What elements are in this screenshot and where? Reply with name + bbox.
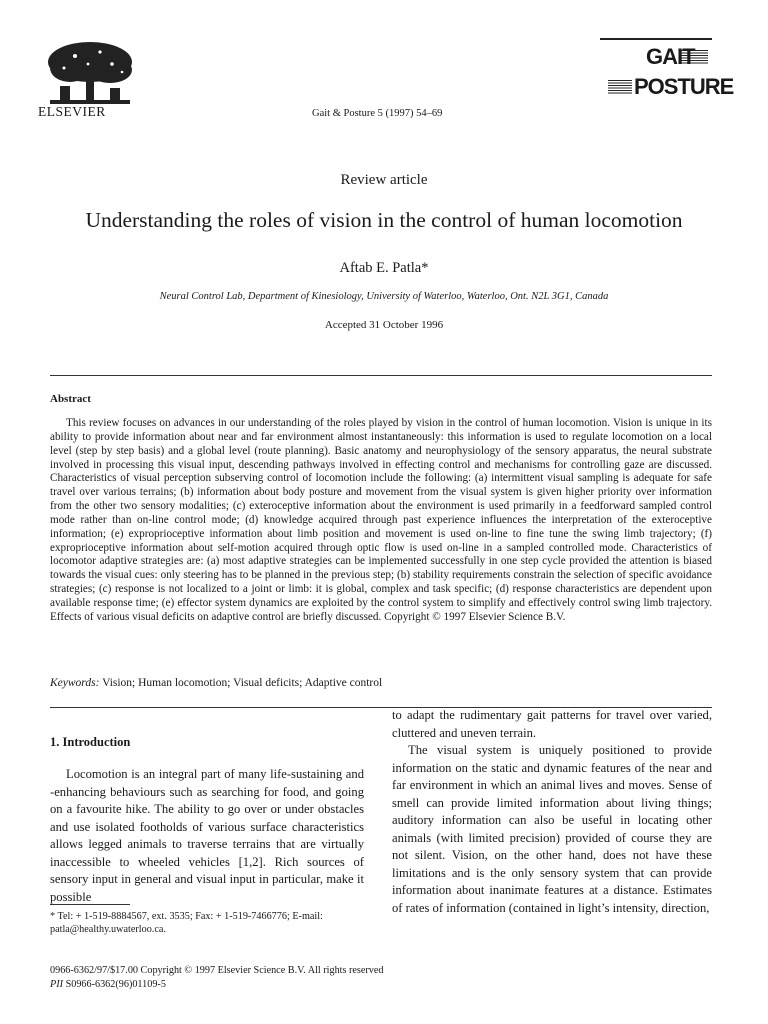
pii-label: PII: [50, 979, 64, 990]
keywords-list: Vision; Human locomotion; Visual deficits; Adaptive control: [102, 677, 383, 689]
body-paragraph: The visual system is uniquely positioned to provide information on the static and dynamic features of the near and far environment in which an animal lives and moves. Sense of smell can provide limited information about living things; auditory information can also be useful in locating other animals (with limited precision) provided of course they are not silent. Vision, on the other hand, does not have these limitations and is the only sensory system that can provide information about inanimate features at a distance. Estimates of rates of information (contained in light’s intensity, direction,: [392, 743, 712, 915]
journal-logo-rule: [600, 38, 712, 40]
pii-line: [50, 979, 166, 990]
keywords-label: Keywords:: [50, 677, 100, 689]
copyright-line: 0966-6362/97/$17.00 Copyright © 1997 Elsevier Science B.V. All rights reserved: [50, 965, 384, 976]
journal-logo: [600, 38, 734, 126]
footnote-rule: [50, 904, 130, 905]
journal-logo-posture: POSTURE: [634, 74, 734, 99]
keywords: [50, 677, 382, 689]
journal-logo-gait: GAIT: [646, 44, 695, 69]
divider: [50, 375, 712, 376]
left-column: [50, 735, 364, 906]
section-heading: 1. Introduction: [50, 735, 131, 749]
article-title: Understanding the roles of vision in the control of human locomotion: [85, 208, 683, 232]
abstract-text: This review focuses on advances in our understanding of the roles played by vision in the control of human locomotion. Vision is unique in its ability to provide information about near and far environment almost instantaneously: this information is used to regulate locomotion on a local level (step by step basis) and a global level (route planning). Basic anatomy and neurophysiology of the sensory apparatus, the neural substrate involved in processing this visual input, descending pathways involved in effecting control and mechanisms for controlling gaze are discussed. Characteristics of visual perception subserving control of locomotion include the following: (a) intermittent visual sampling is adequate for safe travel over various terrains; (b) information about body posture and movement from the visual system is given higher priority over information from the other two sensory modalities; (c) exteroceptive information about the environment is used primarily in a feedforward sampled control mode rather than on-line control mode; (d) knowledge acquired through past experience influences the interpretation of the exteroceptive information; (e) exproprioceptive information about limb position and movement is used on-line to fine tune the swing limb trajectory; (f) exproprioceptive information about self-motion acquired through optic flow is used on-line in a sampled controlled mode. Characteristics of locomotor adaptive strategies are: (a) most adaptive strategies can be implemented successfully in one step cycle provided the attention is biased towards the visual cues: only steering has to be planned in the previous step; (b) stability requirements constrain the selection of specific avoidance strategies; (c) response is not localized to a joint or limb: it is global, complex and task specific; (d) response characteristics are dependent upon available response time; (e) effector system dynamics are exploited by the control system to simplify and effectively control swing limb trajectory. Effects of various visual deficits on adaptive control are briefly discussed. Copyright © 1997 Elsevier Science B.V.: [50, 417, 712, 623]
author-name: Aftab E. Patla*: [339, 260, 429, 276]
journal-citation: Gait & Posture 5 (1997) 54–69: [312, 108, 443, 119]
journal-logo-stripes: [608, 80, 632, 94]
accepted-date: Accepted 31 October 1996: [324, 319, 444, 331]
publisher-name: ELSEVIER: [38, 104, 106, 119]
body-paragraph: Locomotion is an integral part of many life-sustaining and -enhancing behaviours such as searching for food, and going on a favourite hike. The ability to go over or under obstacles and use isolated footholds of various surface characteristics allows legged animals to traverse terrains that are virtually inaccessible to wheeled vehicles [1,2]. Rich sources of sensory input in general and visual input in particular, make it possible: [50, 767, 364, 904]
pii-value: S0966-6362(96)01109-5: [65, 979, 166, 990]
body-paragraph: to adapt the rudimentary gait patterns for travel over varied, cluttered and uneven terrain.: [392, 708, 712, 740]
author-footnote: * Tel: + 1-519-8884567, ext. 3535; Fax: + 1-519-7466776; E-mail: patla@healthy.uwaterloo.ca.: [50, 911, 323, 935]
abstract-heading: Abstract: [50, 393, 91, 405]
author-affiliation: Neural Control Lab, Department of Kinesiology, University of Waterloo, Waterloo, Ont. N2L 3G1, Canada: [159, 291, 609, 302]
right-column: [392, 707, 712, 917]
article-type: Review article: [340, 172, 428, 188]
